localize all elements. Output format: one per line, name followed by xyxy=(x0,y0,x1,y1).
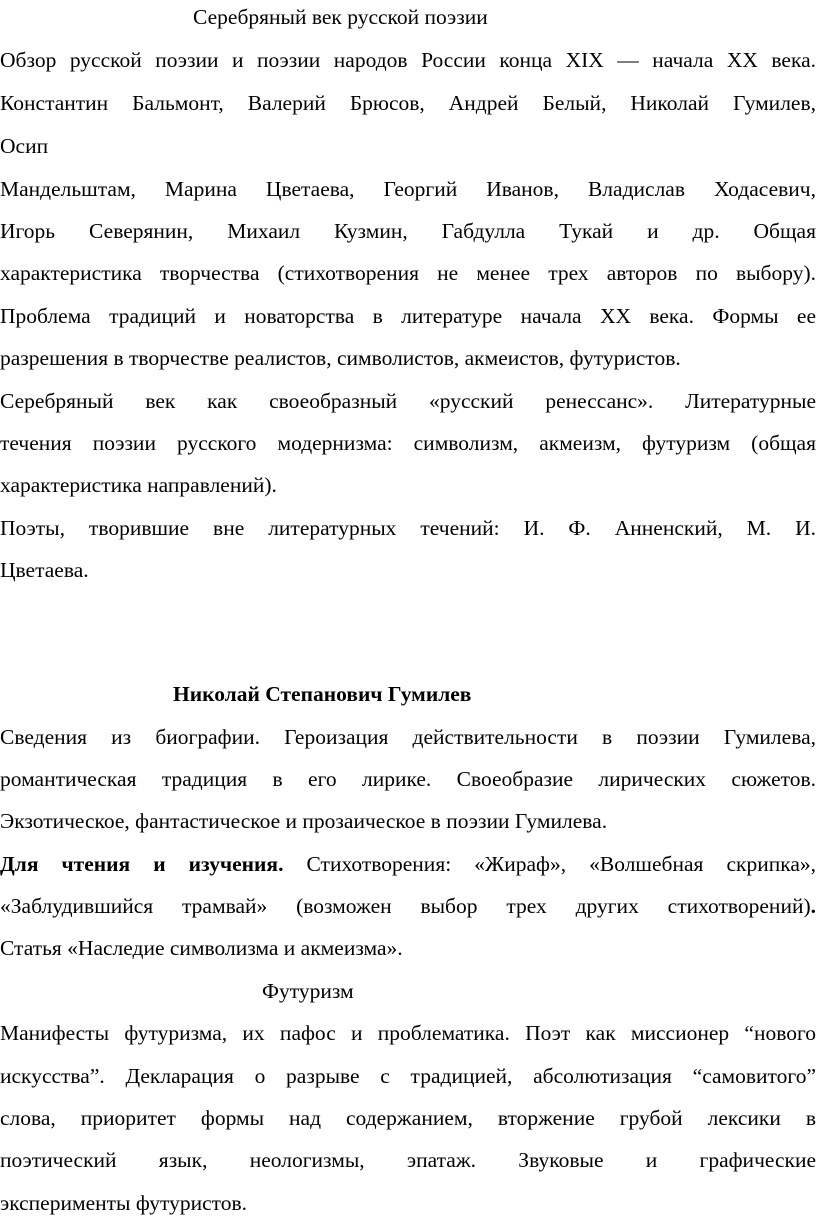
paragraph-line: разрешения в творчестве реалистов, символистов, акмеистов, футуристов. xyxy=(0,346,681,370)
paragraph-line: романтическая традиция в его лирике. Своеобразие лирических сюжетов. xyxy=(0,767,816,791)
reading-line-2 xyxy=(0,893,816,919)
paragraph-line: Поэты, творившие вне литературных течений: И. Ф. Анненский, М. И. xyxy=(0,516,816,540)
paragraph-line: слова, приоритет формы над содержанием, вторжение грубой лексики в xyxy=(0,1106,816,1130)
reading-text: Стихотворения: «Жираф», «Волшебная скрипка», xyxy=(283,852,816,876)
paragraph-line: Обзор русской поэзии и поэзии народов России конца XIX — начала XX века. xyxy=(0,48,816,72)
section-title-gumilev: Николай Степанович Гумилев xyxy=(173,682,472,706)
paragraph-line: Игорь Северянин, Михаил Кузмин, Габдулла Тукай и др. Общая xyxy=(0,219,816,243)
paragraph-line: Сведения из биографии. Героизация действительности в поэзии Гумилева, xyxy=(0,725,816,749)
paragraph-line: поэтический язык, неологизмы, эпатаж. Звуковые и графические xyxy=(0,1148,816,1172)
paragraph-line: Манифесты футуризма, их пафос и проблематика. Поэт как миссионер “нового xyxy=(0,1021,816,1045)
paragraph-line: течения поэзии русского модернизма: символизм, акмеизм, футуризм (общая xyxy=(0,431,816,455)
paragraph-line: Серебряный век как своеобразный «русский ренессанс». Литературные xyxy=(0,389,816,413)
reading-line xyxy=(0,851,816,877)
reading-label: Для чтения и изучения. xyxy=(0,852,284,876)
section-title-silver-age: Серебряный век русской поэзии xyxy=(193,5,488,29)
paragraph-line: Константин Бальмонт, Валерий Брюсов, Андрей Белый, Николай Гумилев, xyxy=(0,91,816,115)
paragraph-line: Проблема традиций и новаторства в литературе начала XX века. Формы ее xyxy=(0,304,816,328)
paragraph-line: Мандельштам, Марина Цветаева, Георгий Иванов, Владислав Ходасевич, xyxy=(0,177,816,201)
paragraph-line: характеристика направлений). xyxy=(0,473,277,497)
reading-line-2-period: . xyxy=(810,894,816,918)
paragraph-line: Цветаева. xyxy=(0,558,89,582)
paragraph-line: Статья «Наследие символизма и акмеизма». xyxy=(0,936,403,960)
paragraph-line: искусства”. Декларация о разрыве с традицией, абсолютизация “самовитого” xyxy=(0,1064,816,1088)
paragraph-line: характеристика творчества (стихотворения не менее трех авторов по выбору). xyxy=(0,261,816,285)
section-title-futurism: Футуризм xyxy=(262,979,354,1003)
paragraph-line: Осип xyxy=(0,134,49,158)
reading-text-2: «Заблудившийся трамвай» (возможен выбор трех других стихотворений) xyxy=(0,894,811,918)
paragraph-line: Экзотическое, фантастическое и прозаическое в поэзии Гумилева. xyxy=(0,809,608,833)
paragraph-line: эксперименты футуристов. xyxy=(0,1191,248,1215)
